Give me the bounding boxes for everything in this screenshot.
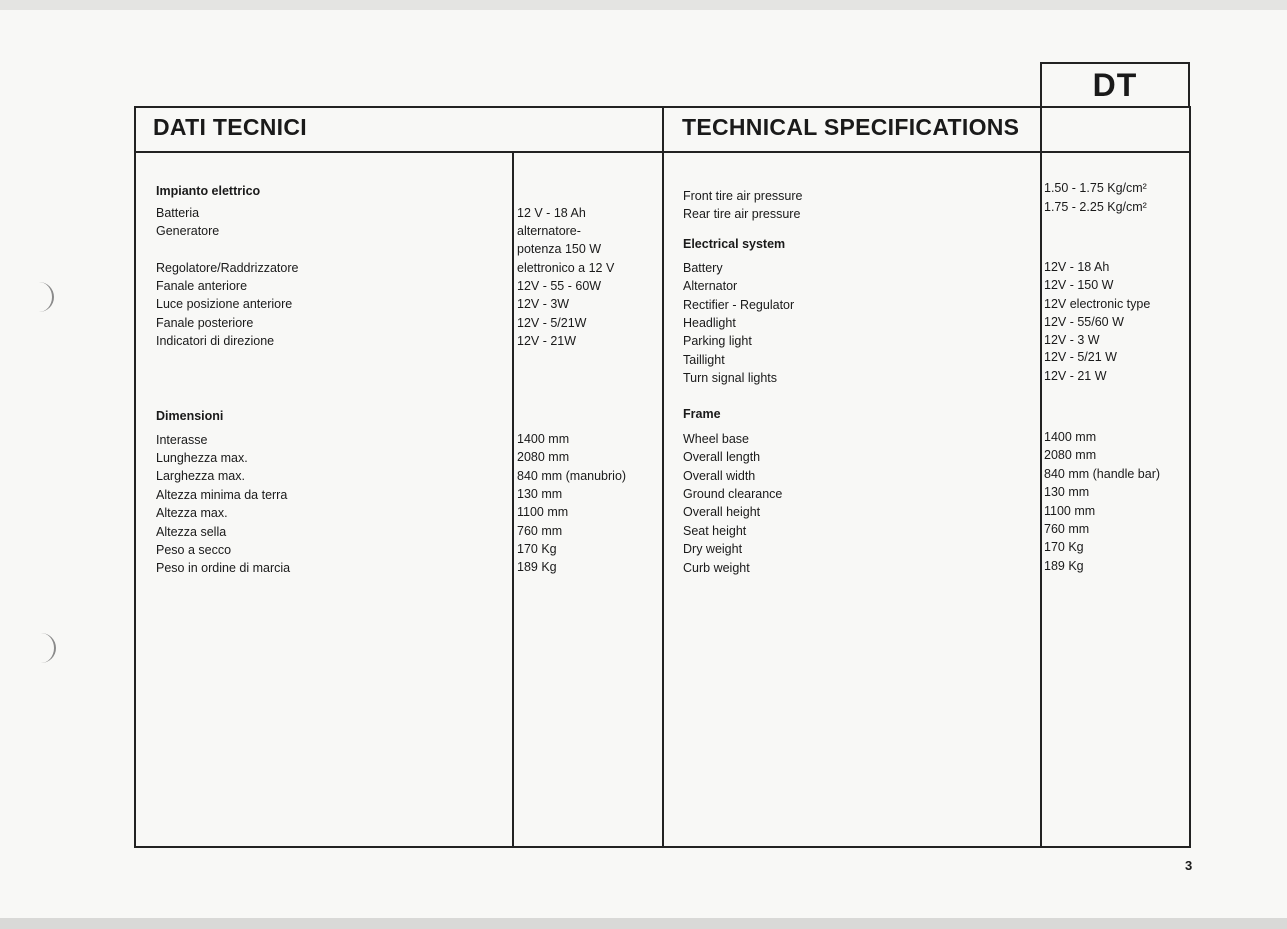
en-electrical-label: Headlight xyxy=(683,316,736,330)
column-divider-it-values xyxy=(512,151,514,848)
it-electrical-value: 12V - 21W xyxy=(517,334,577,348)
it-dimension-value: 760 mm xyxy=(517,524,563,538)
it-electrical-value: 12V - 5/21W xyxy=(517,316,587,330)
en-frame-label: Overall width xyxy=(683,469,756,483)
it-dimension-label: Lunghezza max. xyxy=(156,451,248,465)
it-electrical-label: Fanale posteriore xyxy=(156,316,254,330)
en-electrical-value: 12V - 150 W xyxy=(1044,278,1114,292)
en-frame-value: 189 Kg xyxy=(1044,559,1084,573)
it-dimension-label: Interasse xyxy=(156,433,208,447)
en-electrical-value: 12V electronic type xyxy=(1044,297,1151,311)
it-electrical-label: Batteria xyxy=(156,206,200,220)
it-dimension-value: 2080 mm xyxy=(517,450,570,464)
it-electrical-value: 12V - 3W xyxy=(517,297,570,311)
it-electrical-label: Generatore xyxy=(156,224,220,238)
en-frame-value: 170 Kg xyxy=(1044,540,1084,554)
page-bottom-edge xyxy=(0,918,1287,929)
it-electrical-value: alternatore- xyxy=(517,224,581,238)
en-frame-label: Overall length xyxy=(683,450,761,464)
en-electrical-value: 12V - 21 W xyxy=(1044,369,1107,383)
it-dimension-value: 1400 mm xyxy=(517,432,570,446)
it-electrical-value: elettronico a 12 V xyxy=(517,261,615,275)
en-frame-label: Overall height xyxy=(683,505,761,519)
en-tire-value: 1.50 - 1.75 Kg/cm² xyxy=(1044,181,1147,195)
it-electrical-label: Fanale anteriore xyxy=(156,279,248,293)
en-electrical-label: Alternator xyxy=(683,279,738,293)
english-heading: TECHNICAL SPECIFICATIONS xyxy=(682,114,1020,140)
en-tire-label: Rear tire air pressure xyxy=(683,207,801,221)
en-frame-label: Curb weight xyxy=(683,561,750,575)
it-dimension-value: 130 mm xyxy=(517,487,563,501)
it-dimension-label: Larghezza max. xyxy=(156,469,245,483)
it-dimension-value: 170 Kg xyxy=(517,542,557,556)
section-tab: DT xyxy=(1040,62,1190,106)
en-frame-label: Seat height xyxy=(683,524,747,538)
it-dimension-value: 840 mm (manubrio) xyxy=(517,469,627,483)
page-top-edge xyxy=(0,0,1287,10)
en-frame-value: 130 mm xyxy=(1044,485,1090,499)
column-divider-en-values xyxy=(1040,106,1042,848)
en-electrical-value: 12V - 5/21 W xyxy=(1044,350,1117,364)
it-dimension-label: Altezza sella xyxy=(156,525,227,539)
it-electrical-label: Indicatori di direzione xyxy=(156,334,275,348)
en-electrical-value: 12V - 18 Ah xyxy=(1044,260,1110,274)
en-electrical-label: Parking light xyxy=(683,334,752,348)
it-electrical-label: Regolatore/Raddrizzatore xyxy=(156,261,299,275)
en-frame-label: Wheel base xyxy=(683,432,750,446)
binder-hole-bottom xyxy=(28,633,56,663)
en-frame-label: Ground clearance xyxy=(683,487,783,501)
en-frame-value: 760 mm xyxy=(1044,522,1090,536)
en-electrical-label: Battery xyxy=(683,261,723,275)
en-electrical-value: 12V - 3 W xyxy=(1044,333,1100,347)
en-frame-label: Dry weight xyxy=(683,542,743,556)
en-tire-label: Front tire air pressure xyxy=(683,189,803,203)
italian-heading: DATI TECNICI xyxy=(153,114,307,140)
it-dimension-value: 1100 mm xyxy=(517,505,569,519)
it-dimension-label: Peso a secco xyxy=(156,543,232,557)
en-electrical-title: Electrical system xyxy=(683,237,786,251)
it-dimension-value: 189 Kg xyxy=(517,560,557,574)
en-frame-value: 1100 mm xyxy=(1044,504,1096,518)
en-frame-value: 840 mm (handle bar) xyxy=(1044,467,1161,481)
en-tire-value: 1.75 - 2.25 Kg/cm² xyxy=(1044,200,1147,214)
en-frame-value: 1400 mm xyxy=(1044,430,1097,444)
it-electrical-title: Impianto elettrico xyxy=(156,184,261,198)
it-electrical-label: Luce posizione anteriore xyxy=(156,297,293,311)
binder-hole-top xyxy=(26,282,54,312)
column-divider-center xyxy=(662,106,664,848)
it-electrical-value: 12 V - 18 Ah xyxy=(517,206,586,220)
en-frame-title: Frame xyxy=(683,407,721,421)
en-electrical-value: 12V - 55/60 W xyxy=(1044,315,1124,329)
it-dimension-label: Altezza max. xyxy=(156,506,228,520)
it-electrical-value: 12V - 55 - 60W xyxy=(517,279,602,293)
en-electrical-label: Rectifier - Regulator xyxy=(683,298,795,312)
en-frame-value: 2080 mm xyxy=(1044,448,1097,462)
en-electrical-label: Turn signal lights xyxy=(683,371,778,385)
it-dimensions-title: Dimensioni xyxy=(156,409,224,423)
it-dimension-label: Peso in ordine di marcia xyxy=(156,561,291,575)
it-dimension-label: Altezza minima da terra xyxy=(156,488,288,502)
it-electrical-value-cont: potenza 150 W xyxy=(517,242,602,256)
en-electrical-label: Taillight xyxy=(683,353,725,367)
page-number: 3 xyxy=(1185,858,1193,873)
